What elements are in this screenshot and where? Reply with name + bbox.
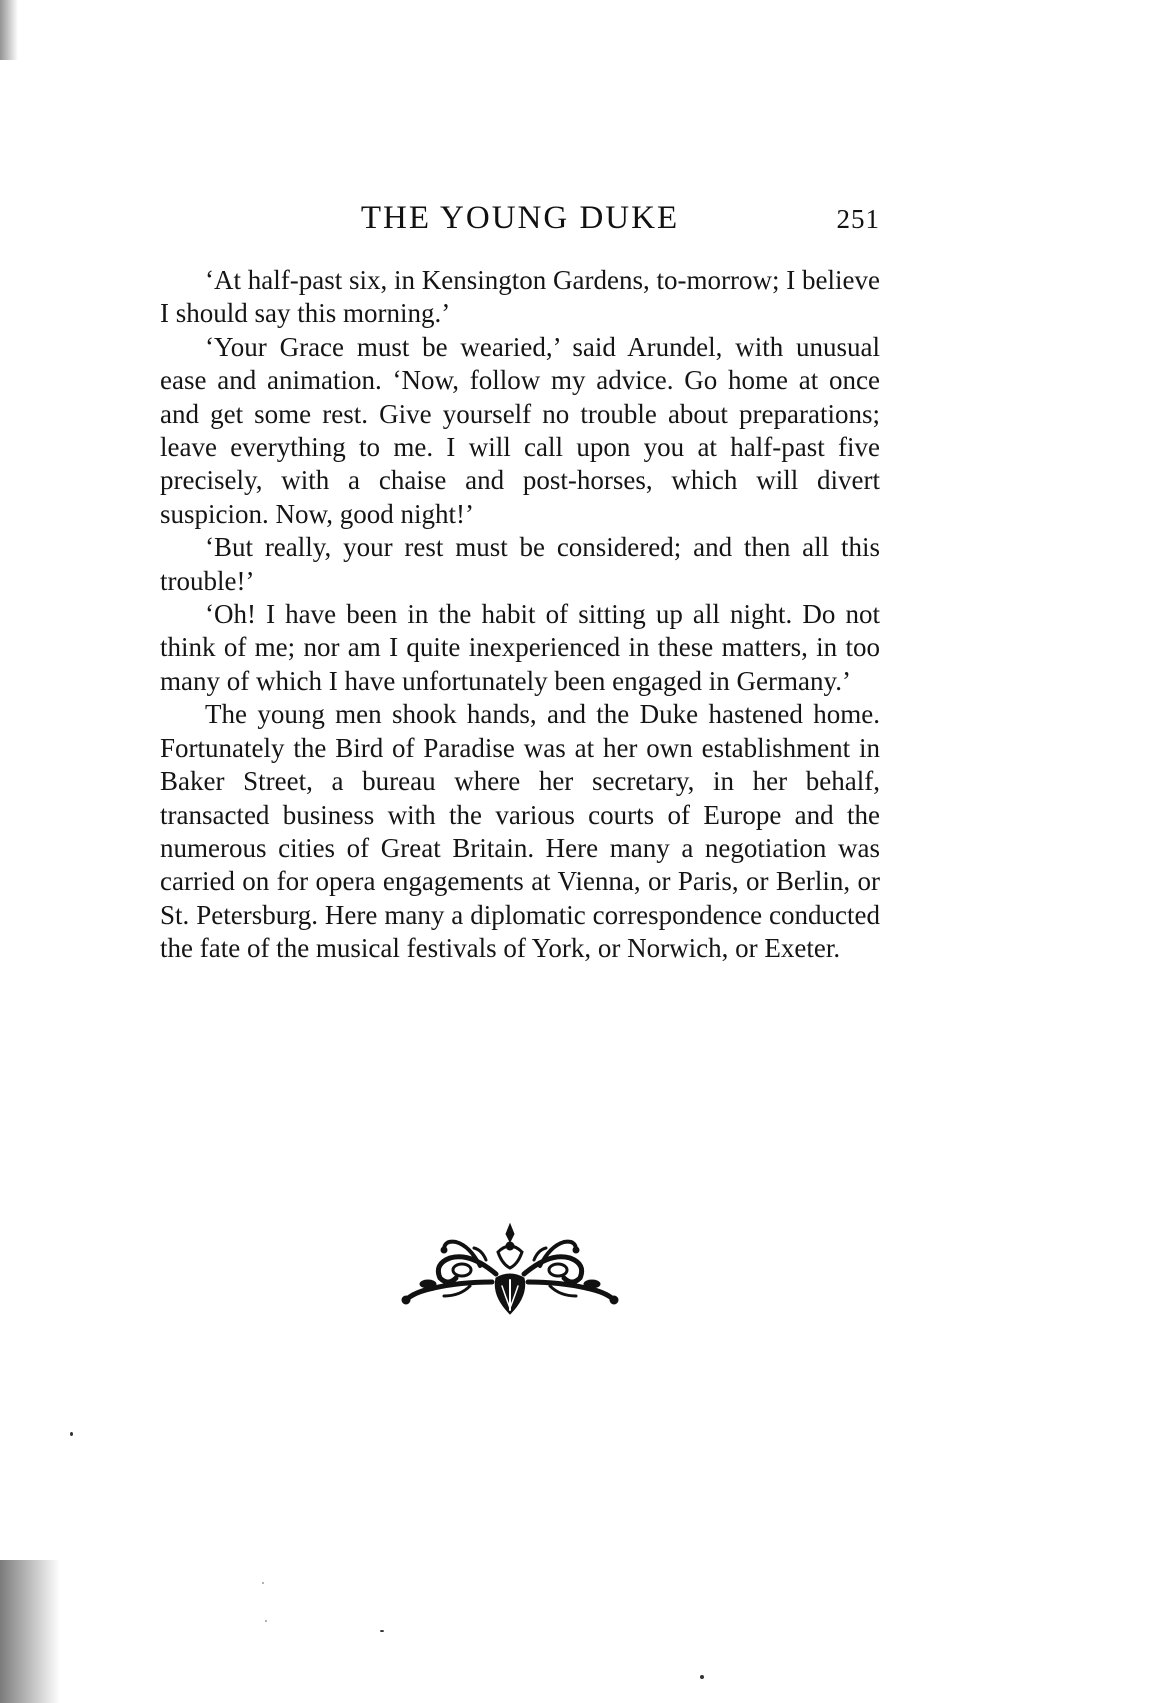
paragraph: The young men shook hands, and the Duke hastened home. Fortunately the Bird of Paradise was at her own establishment in Baker Street, a bureau where her secretary, in her behalf, transacted business with the various courts of Europe and the numerous cities of Great Britain. Here many a negotiation was carried on for opera engagements at Vienna, or Paris, or Berlin, or St. Petersburg. Here many a diplomatic correspondence conducted the fate of the musical festivals of York, or Norwich, or Exeter. bbox=[160, 699, 880, 964]
floral-tailpiece-icon bbox=[400, 1222, 620, 1322]
scan-speck bbox=[700, 1675, 704, 1679]
scan-speck bbox=[262, 1582, 264, 1584]
scan-speck bbox=[70, 1432, 73, 1436]
paragraph: ‘But really, your rest must be considered; and then all this trouble!’ bbox=[160, 532, 880, 596]
scan-speck bbox=[265, 1620, 267, 1622]
paragraph: ‘Your Grace must be wearied,’ said Arundel, with unusual ease and animation. ‘Now, follow my advice. Go home at once and get some rest. Give yourself no trouble about preparations; leave everything to me. I will call upon you at half-past five precisely, with a chaise and post-horses, which will divert suspicion. Now, good night!’ bbox=[160, 331, 880, 529]
scan-edge-top-left bbox=[0, 0, 18, 60]
scan-edge-bottom-left bbox=[0, 1560, 60, 1703]
page-number: 251 bbox=[836, 204, 880, 234]
running-title: THE YOUNG DUKE bbox=[360, 200, 680, 236]
paragraph: ‘Oh! I have been in the habit of sitting up all night. Do not think of me; nor am I quite inexperienced in these matters, in too many of which I have unfortunately been engaged in Germany.’ bbox=[160, 599, 880, 696]
body-text bbox=[160, 264, 880, 966]
scan-speck bbox=[380, 1630, 384, 1632]
paragraph: ‘At half-past six, in Kensington Gardens, to-morrow; I believe I should say this morning.’ bbox=[160, 265, 880, 329]
running-head bbox=[160, 200, 880, 244]
